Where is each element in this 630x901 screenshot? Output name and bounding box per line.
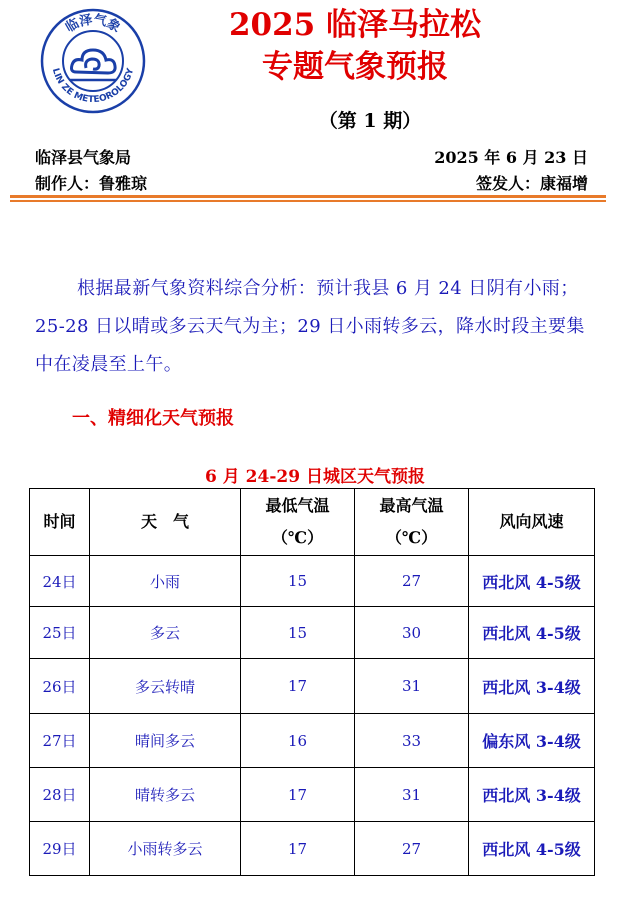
cell-min-temp: 15: [241, 607, 355, 659]
table-row: [30, 556, 595, 607]
cell-wind: 西北风 3-4级: [469, 768, 595, 822]
table-header-row: [30, 489, 595, 556]
organization: 临泽县气象局: [35, 148, 132, 167]
header-min-temp-label: 最低气温: [265, 496, 330, 515]
forecast-table: [29, 488, 595, 876]
header-rule-bottom: [10, 200, 606, 202]
cell-day: 25日: [30, 607, 90, 659]
cell-max-temp: 27: [355, 556, 469, 607]
header-min-temp: [241, 489, 355, 556]
table-caption: 6 月 24-29 日城区天气预报: [205, 467, 425, 487]
cell-weather: 小雨转多云: [90, 822, 241, 876]
header-time: 时间: [30, 489, 90, 556]
table-row: [30, 822, 595, 876]
cell-weather: 多云: [90, 607, 241, 659]
cell-weather: 晴转多云: [90, 768, 241, 822]
header-max-temp: [355, 489, 469, 556]
table-row: [30, 768, 595, 822]
issue-number: （第 1 期）: [318, 110, 422, 132]
cell-max-temp: 31: [355, 659, 469, 714]
header-rule-top: [10, 195, 606, 198]
cell-max-temp: 27: [355, 822, 469, 876]
header-max-temp-label: 最高气温: [379, 496, 444, 515]
cell-min-temp: 17: [241, 822, 355, 876]
cell-max-temp: 30: [355, 607, 469, 659]
cell-wind: 西北风 4-5级: [469, 607, 595, 659]
title-line1: 2025 临泽马拉松: [228, 7, 482, 43]
cell-day: 26日: [30, 659, 90, 714]
cell-day: 24日: [30, 556, 90, 607]
title-line2: 专题气象预报: [262, 49, 448, 85]
header-max-temp-unit: （℃）: [385, 528, 438, 547]
signer: 签发人：康福增: [475, 174, 588, 193]
section-title: 一、精细化天气预报: [72, 408, 234, 429]
cell-min-temp: 17: [241, 659, 355, 714]
cell-max-temp: 33: [355, 714, 469, 768]
cell-day: 28日: [30, 768, 90, 822]
header-min-temp-unit: （℃）: [271, 528, 324, 547]
cell-day: 29日: [30, 822, 90, 876]
cell-weather: 晴间多云: [90, 714, 241, 768]
table-row: [30, 607, 595, 659]
cell-weather: 多云转晴: [90, 659, 241, 714]
cell-wind: 西北风 3-4级: [469, 659, 595, 714]
meteorology-logo: [40, 8, 146, 114]
table-row: [30, 659, 595, 714]
header-wind: 风向风速: [469, 489, 595, 556]
author: 制作人：鲁雅琼: [35, 174, 148, 193]
forecast-summary: 根据最新气象资料综合分析：预计我县 6 月 24 日阴有小雨；25-28 日以晴或多云天气为主；29 日小雨转多云，降水时段主要集中在凌晨至上午。: [35, 278, 585, 375]
logo-top-text: 临泽气象: [63, 12, 123, 36]
cell-day: 27日: [30, 714, 90, 768]
header-weather: 天 气: [90, 489, 241, 556]
logo-bottom-text: LIN ZE METEOROLOGY: [49, 67, 137, 106]
cell-weather: 小雨: [90, 556, 241, 607]
cell-min-temp: 16: [241, 714, 355, 768]
cell-wind: 西北风 4-5级: [469, 822, 595, 876]
table-row: [30, 714, 595, 768]
cell-min-temp: 17: [241, 768, 355, 822]
cell-max-temp: 31: [355, 768, 469, 822]
issue-date: 2025 年 6 月 23 日: [434, 148, 588, 167]
cell-min-temp: 15: [241, 556, 355, 607]
cell-wind: 偏东风 3-4级: [469, 714, 595, 768]
cell-wind: 西北风 4-5级: [469, 556, 595, 607]
